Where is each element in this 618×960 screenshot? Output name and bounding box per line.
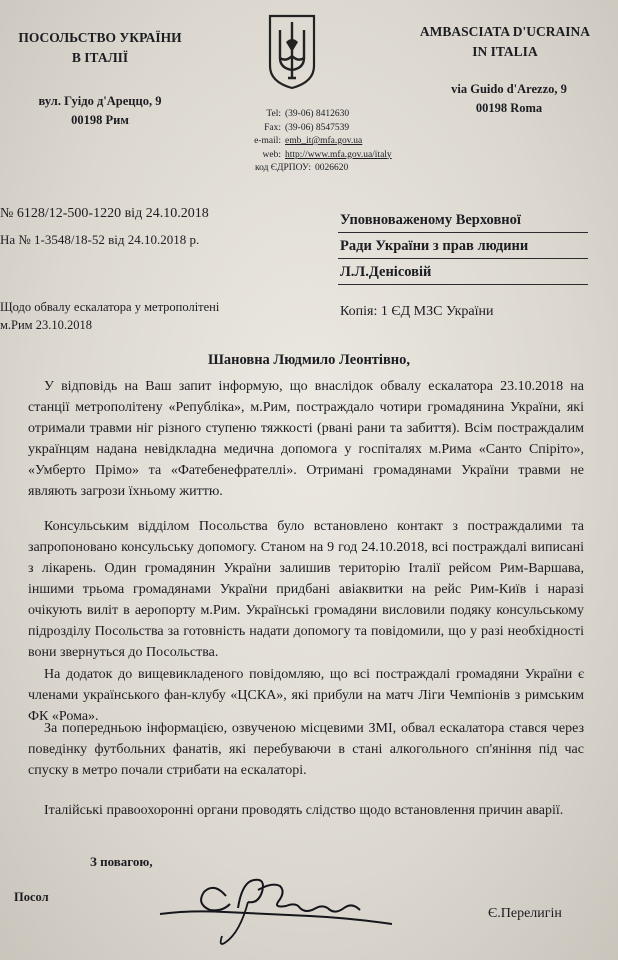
embassy-address-it-street: via Guido d'Arezzo, 9	[451, 82, 567, 96]
contact-row	[205, 122, 405, 136]
incoming-reference: На № 1-3548/18-52 від 24.10.2018 р.	[0, 232, 200, 247]
embassy-title-it-line2: IN ITALIA	[472, 44, 538, 59]
embassy-address-ua-city: 00198 Рим	[71, 113, 129, 127]
contact-row	[205, 149, 405, 163]
embassy-address-it	[400, 80, 618, 118]
contact-value: (39-06) 8412630	[285, 109, 350, 119]
body-paragraph: Консульським відділом Посольства було встановлено контакт з постраждалими та запропоновано консульську допомогу. Станом на 9 год 24.10.2018, всі постраждалі виписані з лікарень. Один громадянин України залишив територію Італії рейсом Рим-Варшава, іншими трьома громадянами України придбані авіаквитки на рейс Рим-Київ і наразі очікують виліт в аеропорту м.Рим. Українські громадяни висловили подяку консульському підрозділу Посольства за готовність надати допомогу та повідомили, що у разі необхідності вони звернуться до Посольства.	[28, 519, 584, 660]
body-paragraph: За попередньою інформацією, озвученою місцевими ЗМІ, обвал ескалатора стався через поведінку футбольних фанатів, які перебуваючи в стані алкогольного сп'яніння під час спуску в метро почали стрибати на ескалаторі.	[28, 721, 584, 778]
addressee-underline	[338, 284, 588, 285]
body-paragraph: Італійські правоохоронні органи проводять слідство щодо встановлення причин аварії.	[44, 803, 564, 818]
contact-block	[205, 108, 405, 176]
trident-emblem-icon	[266, 12, 318, 90]
embassy-address-ua-street: вул. Гуідо д'Ареццо, 9	[38, 94, 162, 108]
contact-label: Tel:	[266, 109, 281, 119]
contact-row	[205, 162, 405, 176]
embassy-title-it	[392, 22, 618, 62]
closing: З повагою,	[90, 854, 153, 869]
contact-label: e-mail:	[254, 136, 281, 146]
subject-line2: м.Рим 23.10.2018	[0, 318, 92, 332]
embassy-address-it-city: 00198 Roma	[475, 101, 543, 115]
copy-recipient: Копія: 1 ЄД МЗС України	[340, 304, 494, 319]
addressee-line1: Уповноваженому Верховної	[340, 212, 521, 228]
addressee-underline	[338, 258, 588, 259]
contact-label: код ЄДРПОУ:	[254, 163, 311, 173]
addressee-name: Л.Л.Денісовій	[340, 264, 432, 280]
subject-line1: Щодо обвалу ескалатора у метрополітені	[0, 300, 220, 314]
embassy-title-ua-line1: ПОСОЛЬСТВО УКРАЇНИ	[18, 30, 182, 45]
embassy-title-it-line1: AMBASCIATA D'UCRAINA	[419, 24, 591, 39]
handwritten-signature-icon	[130, 862, 400, 952]
contact-value: (39-06) 8547539	[285, 122, 350, 133]
contact-row	[205, 135, 405, 149]
outgoing-reference: № 6128/12-500-1220 від 24.10.2018	[0, 206, 209, 221]
contact-row	[205, 108, 405, 122]
email-link[interactable]: emb_it@mfa.gov.ua	[285, 136, 363, 146]
contact-label: Fax:	[264, 122, 281, 133]
body-paragraph: На додаток до вищевикладеного повідомляю, що всі постраждалі громадяни України є членами українського фан-клубу «ЦСКА», які прибули на матч Ліги Чемпіонів з римським ФК «Рома».	[28, 667, 584, 724]
addressee-underline	[338, 232, 588, 233]
signatory-name: Є.Перелигін	[488, 906, 562, 921]
contact-label: web:	[262, 149, 281, 160]
addressee-line2: Ради України з прав людини	[340, 238, 529, 254]
embassy-address-ua	[0, 92, 200, 130]
embassy-title-ua-line2: В ІТАЛІЇ	[71, 50, 129, 65]
signatory-role: Посол	[14, 890, 49, 904]
greeting: Шановна Людмило Леонтівно,	[207, 352, 411, 368]
contact-value: 0026620	[315, 163, 349, 173]
body-paragraph: У відповідь на Ваш запит інформую, що внаслідок обвалу ескалатора 23.10.2018 на станції метрополітену «Републіка», м.Рим, постраждало чотири громадянина України, які отримали травми ніг різного ступеню тяжкості (рвані рани та забиття). Всім постраждалим українцям надана невідкладна медична допомога у госпіталях м.Рима «Санто Спіріто», «Умберто Прімо» та «Фатебенефрателлі». Отримані громадянами України травми не являють загрози їхньому життю.	[28, 379, 584, 499]
embassy-title-ua	[0, 28, 200, 68]
website-link[interactable]: http://www.mfa.gov.ua/italy	[285, 149, 392, 160]
